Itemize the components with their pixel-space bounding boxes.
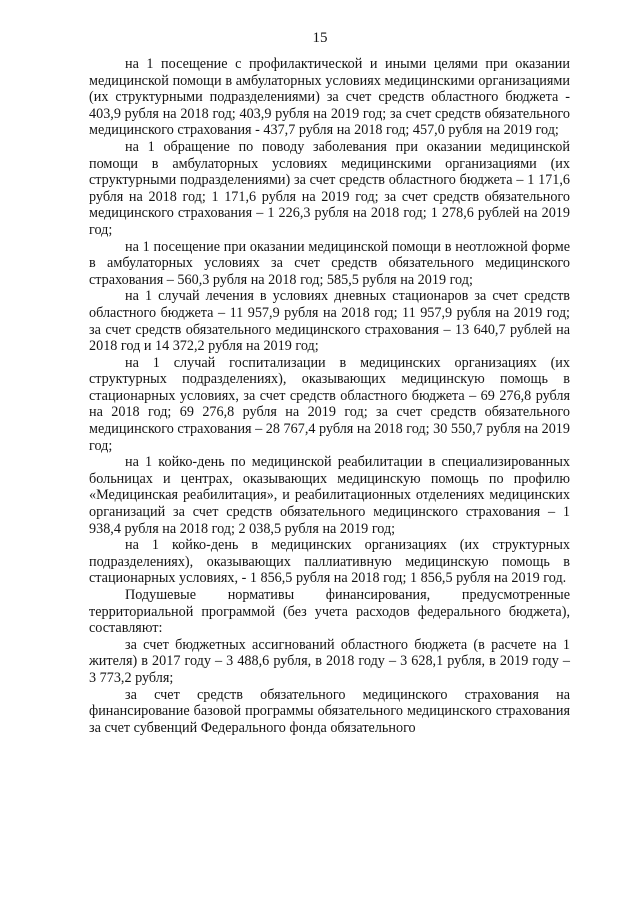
paragraph-disease-appeal: на 1 обращение по поводу заболевания при оказании медицинской помощи в амбулаторных условиях медицинскими организациями (их структурными подразделениями) за счет средств областного бюджета – 1 171,6 рубля на 2018 год; 1 171,6 рубля на 2019 год; за счет средств обязательного медицинского страхования – 1 226,3 рубля на 2018 год; 1 278,6 рублей на 2019 год; <box>89 138 570 238</box>
paragraph-preventive-visit: на 1 посещение с профилактической и иными целями при оказании медицинской помощи в амбулаторных условиях медицинскими организациями (их структурными подразделениями) за счет средств областного бюджета - 403,9 рубля на 2018 год; 403,9 рубля на 2019 год; за счет средств обязательного медицинского страхования - 437,7 рубля на 2018 год; 457,0 рубля на 2019 год; <box>89 56 570 139</box>
paragraph-mandatory-insurance-per-capita: за счет средств обязательного медицинского страхования на финансирование базовой программы обязательного медицинского страхования за счет субвенций Федерального фонда обязательного <box>89 686 570 736</box>
document-body <box>89 56 570 736</box>
paragraph-urgent-care-visit: на 1 посещение при оказании медицинской помощи в неотложной форме в амбулаторных условиях за счет средств обязательного медицинского страхования – 560,3 рубля на 2018 год; 585,5 рубля на 2019 год; <box>89 238 570 288</box>
paragraph-per-capita-intro: Подушевые нормативы финансирования, предусмотренные территориальной программой (без учета расходов федерального бюджета), составляют: <box>89 587 570 637</box>
paragraph-regional-budget-per-capita: за счет бюджетных ассигнований областного бюджета (в расчете на 1 жителя) в 2017 году – 3 488,6 рубля, в 2018 году – 3 628,1 рубля, в 2019 году – 3 773,2 рубля; <box>89 636 570 686</box>
paragraph-hospitalization-case: на 1 случай госпитализации в медицинских организациях (их структурных подразделениях), оказывающих медицинскую помощь в стационарных условиях, за счет средств областного бюджета – 69 276,8 рубля на 2018 год; 69 276,8 рубля на 2019 год; за счет средств обязательного медицинского страхования – 28 767,4 рубля на 2018 год; 30 550,7 рубля на 2019 год; <box>89 354 570 454</box>
paragraph-rehabilitation-bed-day: на 1 койко-день по медицинской реабилитации в специализированных больницах и центрах, оказывающих медицинскую помощь по профилю «Медицинская реабилитация», и реабилитационных отделениях медицинских организаций за счет средств обязательного медицинского страхования – 1 938,4 рубля на 2018 год; 2 038,5 рубля на 2019 год; <box>89 454 570 537</box>
paragraph-day-hospital-case: на 1 случай лечения в условиях дневных стационаров за счет средств областного бюджета – 11 957,9 рубля на 2018 год; 11 957,9 рубля на 2019 год; за счет средств обязательного медицинского страхования – 13 640,7 рублей на 2018 год и 14 372,2 рубля на 2019 год; <box>89 288 570 355</box>
paragraph-palliative-bed-day: на 1 койко-день в медицинских организациях (их структурных подразделениях), оказывающих паллиативную медицинскую помощь в стационарных условиях, - 1 856,5 рубля на 2018 год; 1 856,5 рубля на 2019 год. <box>89 537 570 587</box>
page-number: 15 <box>312 30 328 46</box>
